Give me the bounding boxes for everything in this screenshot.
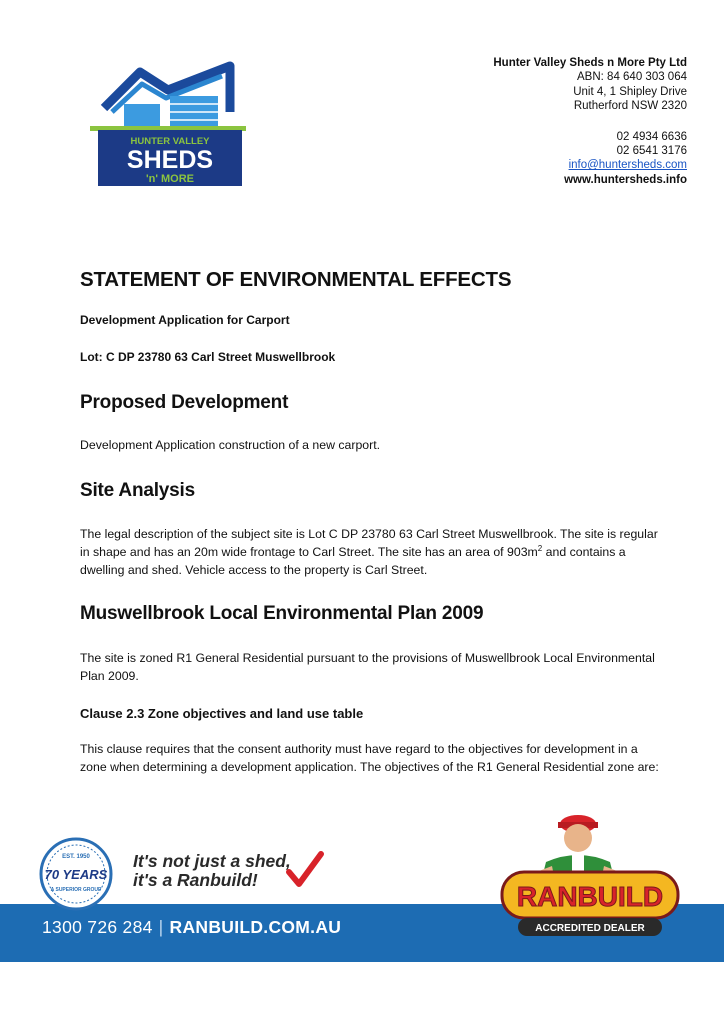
red-checkmark-icon (285, 850, 325, 890)
heading-muswellbrook-lep: Muswellbrook Local Environmental Plan 2009 (80, 603, 484, 624)
tagline-line1: It's not just a shed, (133, 851, 291, 871)
tagline-brand: Ranbuild! (177, 870, 258, 890)
logo-line1: HUNTER VALLEY (130, 136, 210, 147)
footer-contact (42, 916, 341, 938)
company-address-line1: Unit 4, 1 Shipley Drive (573, 85, 687, 98)
lot-description: Lot: C DP 23780 63 Carl Street Muswellbrook (80, 350, 336, 364)
footer-separator: | (158, 917, 164, 937)
company-website: www.huntersheds.info (564, 173, 687, 186)
company-phone1: 02 4934 6636 (616, 130, 687, 143)
seventy-years-badge (38, 836, 114, 912)
company-email-link[interactable]: info@huntersheds.com (568, 159, 687, 172)
heading-clause-2-3: Clause 2.3 Zone objectives and land use table (80, 706, 364, 721)
badge-est: EST. 1950 (62, 854, 90, 860)
footer-phone: 1300 726 284 (42, 917, 153, 937)
site-analysis-text-a: The legal description of the subject site is Lot C DP 23780 63 Carl Street Muswellbrook. The site is regular in shape and has an 20m wide frontage to Carl Street. The site has an area of 903m (80, 527, 658, 559)
tagline (133, 852, 291, 890)
tagline-line2 (133, 871, 291, 890)
proposed-development-text: Development Application construction of a new carport. (80, 438, 381, 452)
logo-line2: SHEDS (126, 146, 214, 174)
ranbuild-name: RANBUILD (516, 881, 664, 912)
area-superscript: 2 (537, 543, 543, 553)
company-address-line2: Rutherford NSW 2320 (573, 100, 687, 113)
tagline-prefix: it's a (133, 870, 178, 890)
logo-line3: 'n' MORE (145, 173, 195, 185)
company-details (493, 56, 687, 187)
ranbuild-accredited-dealer-logo (496, 868, 684, 940)
document-subtitle: Development Application for Carport (80, 313, 290, 327)
lep-text: The site is zoned R1 General Residential pursuant to the provisions of Muswellbrook Local Environmental Plan 2009. (80, 651, 655, 683)
hunter-valley-sheds-logo (90, 52, 246, 188)
heading-proposed-development: Proposed Development (80, 392, 289, 413)
company-phone2: 02 6541 3176 (616, 145, 687, 158)
clause-text: This clause requires that the consent authority must have regard to the objectives for development in a zone when determining a development application. The objectives of the R1 General Residential zone are: (80, 742, 659, 774)
site-analysis-text-b: and contains a dwelling and shed. Vehicle access to the property is Carl Street. (80, 544, 626, 577)
heading-site-analysis: Site Analysis (80, 480, 195, 501)
site-analysis-text (80, 526, 665, 579)
ranbuild-dealer: ACCREDITED DEALER (535, 923, 645, 934)
company-abn: ABN: 84 640 303 064 (577, 71, 687, 84)
badge-years: 70 YEARS (44, 867, 108, 882)
document-title: STATEMENT OF ENVIRONMENTAL EFFECTS (80, 268, 512, 291)
badge-sub: A SUPERIOR GROUP (50, 887, 102, 893)
footer-url[interactable]: RANBUILD.COM.AU (169, 917, 342, 937)
company-name: Hunter Valley Sheds n More Pty Ltd (493, 57, 687, 69)
